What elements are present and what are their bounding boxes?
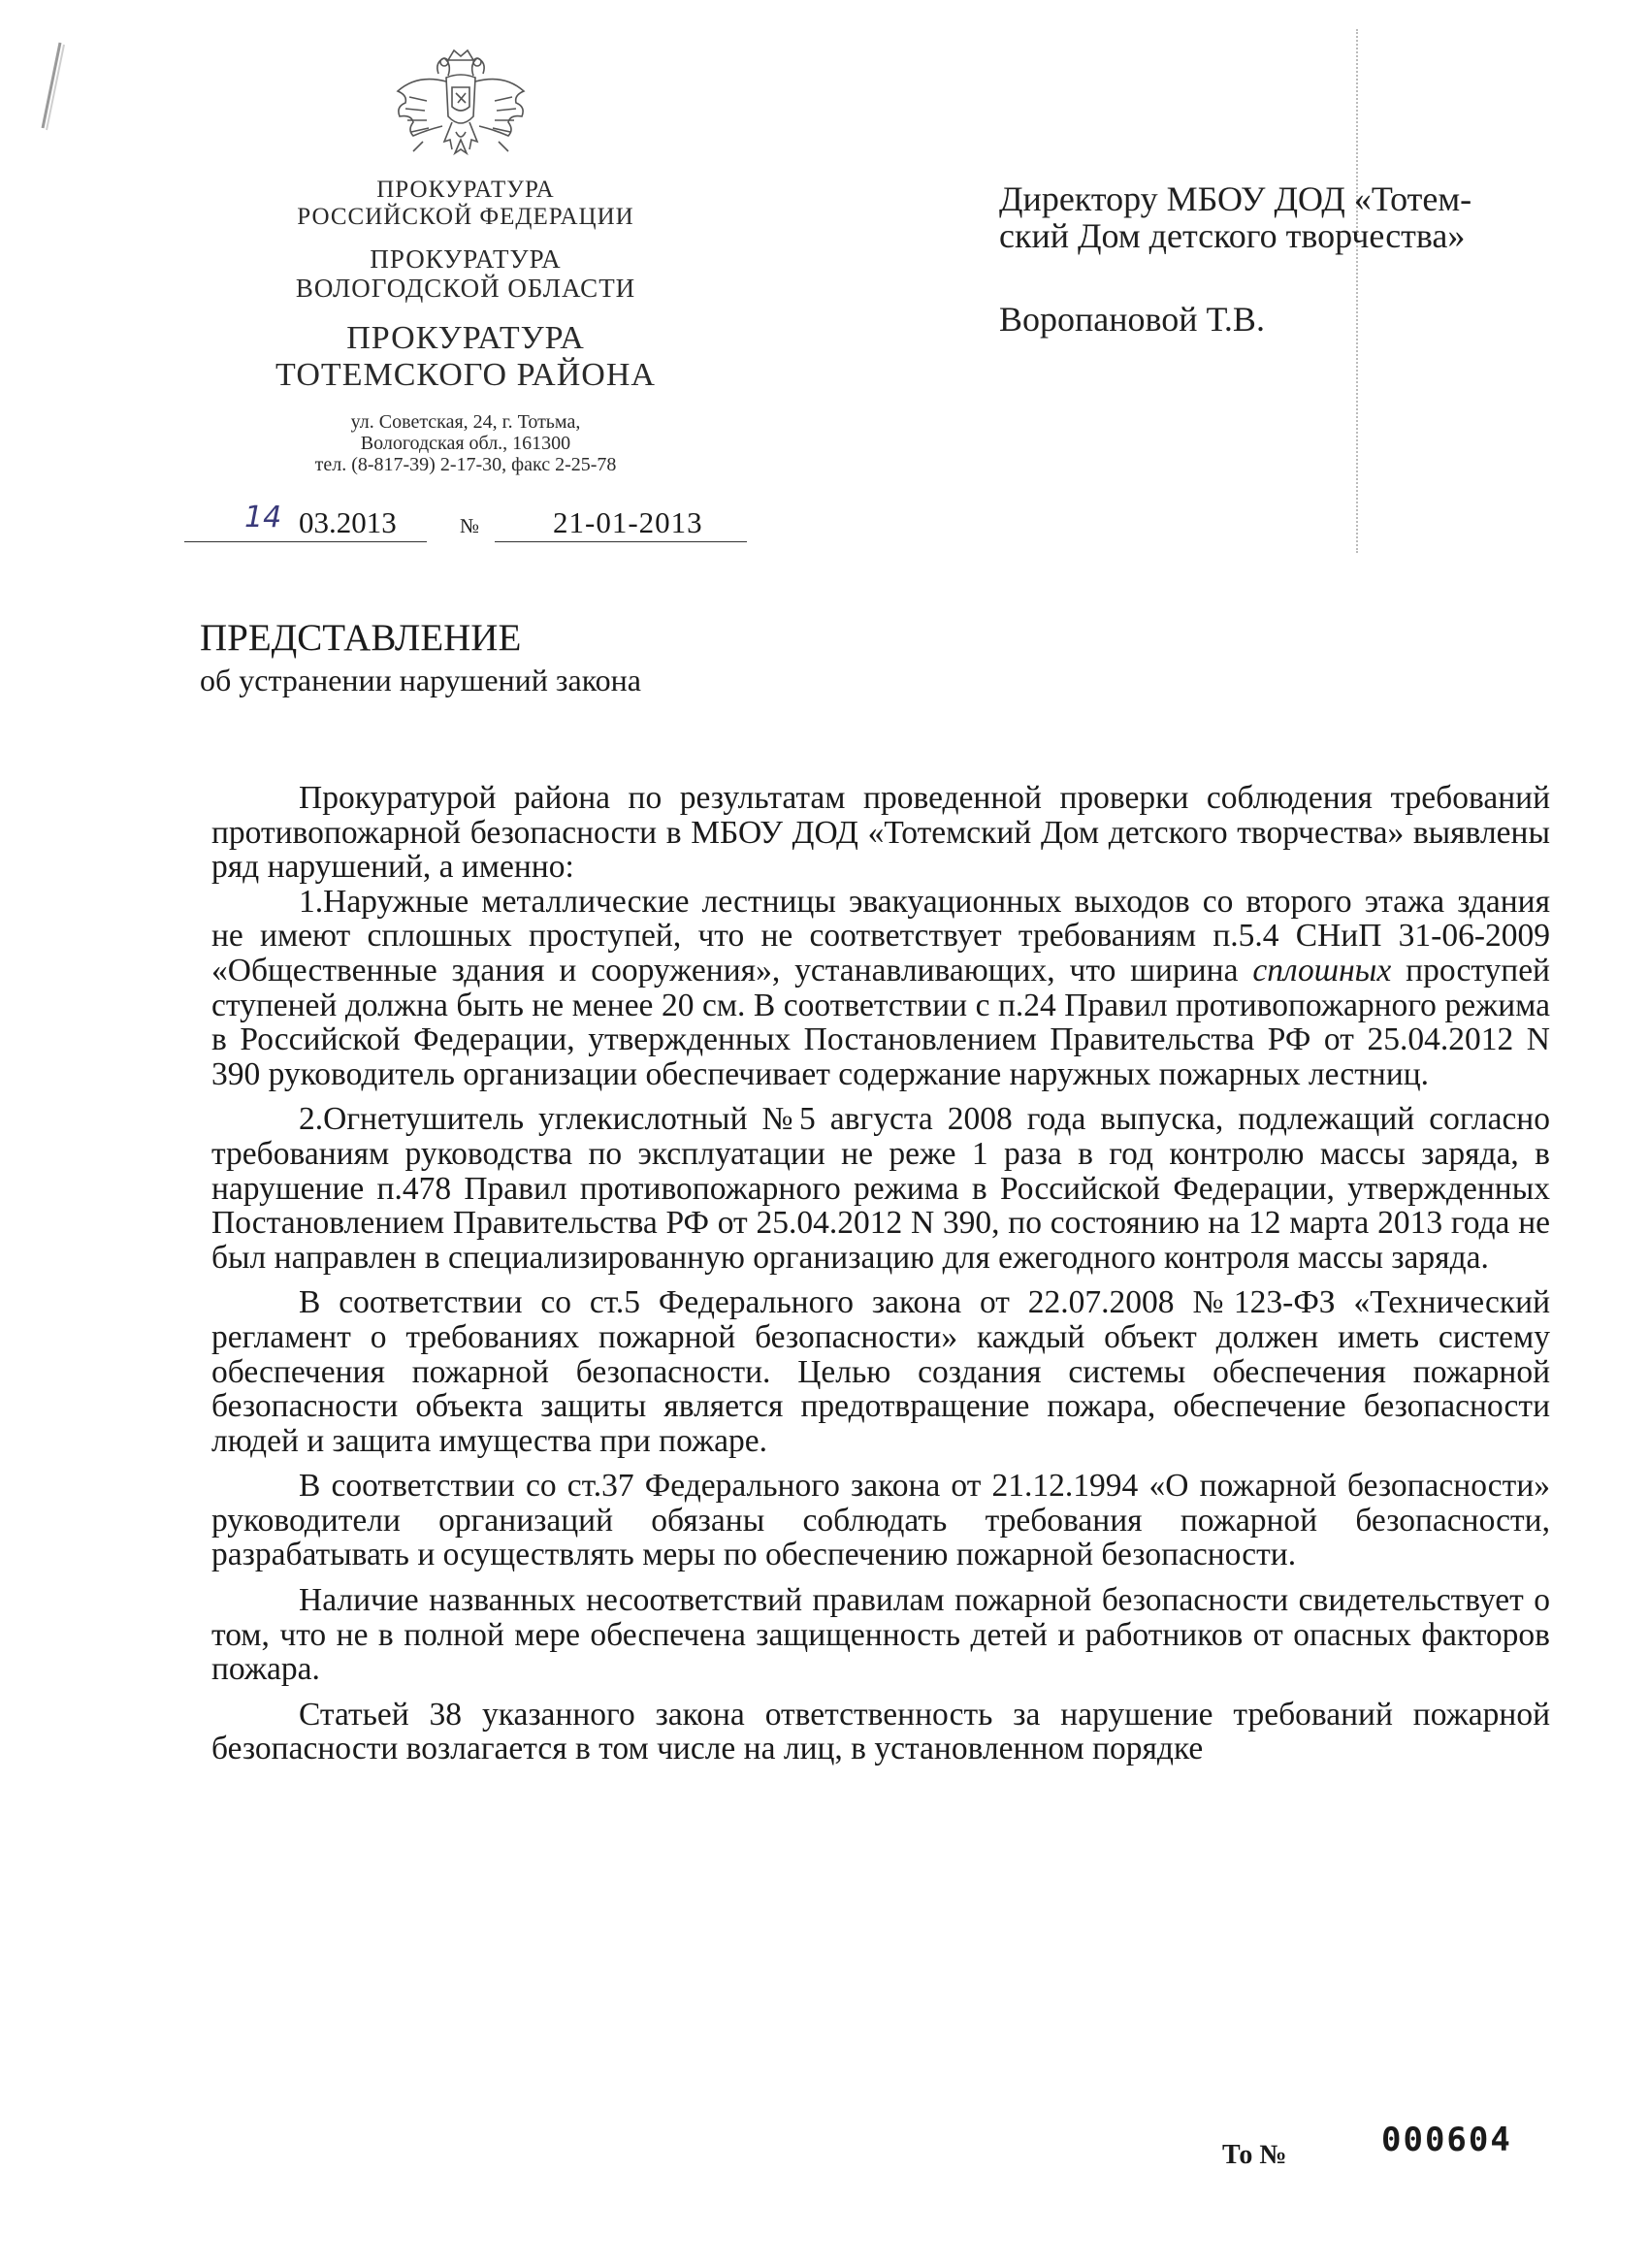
letterhead-line: ВОЛОГОДСКОЙ ОБЛАСТИ [295,274,636,303]
document-date: 03.2013 [299,505,397,539]
letterhead-line: ПРОКУРАТУРА [346,320,585,356]
italic-word: сплошных [1252,952,1392,988]
letterhead-line: РОССИЙСКОЙ ФЕДЕРАЦИИ [297,204,634,230]
letterhead-line: ПРОКУРАТУРА [370,244,562,274]
address-line: тел. (8-817-39) 2-17-30, факс 2-25-78 [314,454,617,475]
paragraph-intro: Прокуратурой района по результатам проведенной проверки соблюдения требований противопожарной безопасности в МБОУ ДОД «Тотемский Дом детского творчества» выявлены ряд нарушений, а именно: [211,780,1550,886]
addressee-line: Директору МБОУ ДОД «Тотем- [999,179,1472,218]
number-underline [495,541,747,542]
paragraph-violation-1 [211,885,1550,1092]
text-span: проступей ступеней должна быть не менее 20 см. В соответствии с п.24 Правил противопожарного режима в Российской Федерации, утвержденных Постановлением Правительства РФ от 25.04.2012 N 390 руководитель организации обеспечивает содержание наружных пожарных лестниц. [211,952,1550,1092]
document-number: 21-01-2013 [553,505,703,539]
address-line: ул. Советская, 24, г. Тотьма, [350,411,581,433]
document-title: ПРЕДСТАВЛЕНИЕ [200,617,522,659]
text-span: 1.Наружные металлические лестницы эвакуационных выходов со второго этажа здания не имеют сплошных проступей, что не соответствует требованиям п.5.4 СНиП 31-06-2009 «Общественные здания и сооружения», устанавливающих, что ширина [211,883,1550,988]
letterhead-level3 [223,320,708,394]
addressee-block [999,180,1581,338]
handwritten-day: 14 [244,501,282,535]
date-underline [184,541,427,542]
footer-serial-number: 000604 [1381,2121,1512,2159]
addressee-name: Воропановой Т.В. [999,300,1265,339]
coat-of-arms-emblem [388,39,534,184]
paragraph-violation-2: 2.Огнетушитель углекислотный №5 августа 2008 года выпуска, подлежащий согласно требованиям руководства по эксплуатации не реже 1 раза в год контролю массы заряда, в нарушение п.478 Правил противопожарного режима в Российской Федерации, утвержденных Постановлением Правительства РФ от 25.04.2012 N 390, по состоянию на 12 марта 2013 года не был направлен в специализированную организацию для ежегодного контроля массы заряда. [211,1101,1550,1276]
paragraph-law-69: В соответствии со ст.37 Федерального закона от 21.12.1994 «О пожарной безопасности» руководители организаций обязаны соблюдать требования пожарной безопасности, разрабатывать и осуществлять меры по обеспечению пожарной безопасности. [211,1468,1550,1573]
date-number-line [184,500,747,542]
document-subtitle: об устранении нарушений закона [200,663,641,697]
paragraph-law-123: В соответствии со ст.5 Федерального закона от 22.07.2008 №123-ФЗ «Технический регламент о требованиях пожарной безопасности» каждый объект должен иметь систему обеспечения пожарной безопасности. Целью создания системы обеспечения пожарной безопасности объекта защиты является предотвращение пожара, обеспечение безопасности людей и защита имущества при пожаре. [211,1284,1550,1459]
letterhead-address [223,411,708,475]
paragraph-conclusion: Наличие названных несоответствий правилам пожарной безопасности свидетельствует о том, что не в полной мере обеспечена защищенность детей и работников от опасных факторов пожара. [211,1582,1550,1688]
letterhead-level2 [223,244,708,303]
addressee-line: ский Дом детского творчества» [999,216,1466,255]
document-body [211,781,1550,1766]
letterhead-line: ТОТЕМСКОГО РАЙОНА [275,357,656,393]
footer-to-label: То № [1222,2140,1287,2170]
paragraph-responsibility: Статьей 38 указанного закона ответственность за нарушение требований пожарной безопасности возлагается в том числе на лиц, в установленном порядке [211,1696,1550,1767]
letterhead-line: ПРОКУРАТУРА [376,177,555,203]
address-line: Вологодская обл., 161300 [360,433,571,454]
letterhead-level1 [223,177,708,231]
number-sign: № [460,514,480,537]
staple-mark [31,39,70,136]
